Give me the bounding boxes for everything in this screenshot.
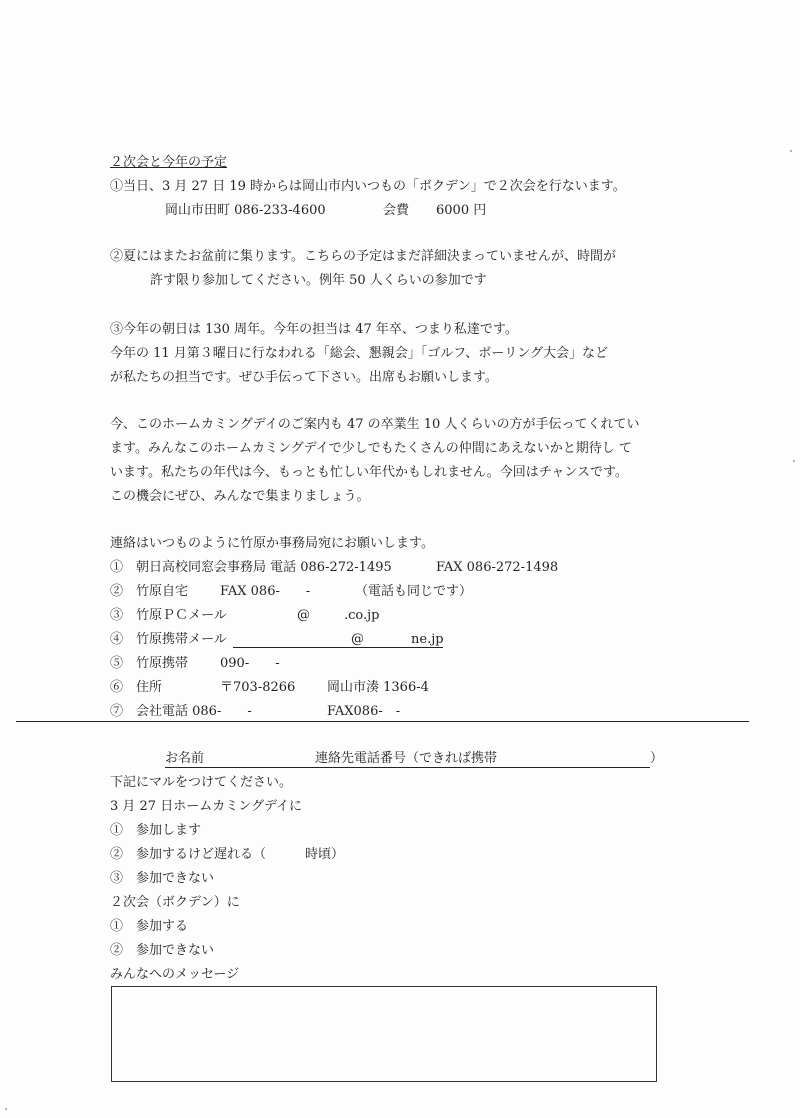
message-label: みんなへのメッセージ	[110, 967, 240, 982]
party-heading: ２次会（ボクデン）に	[110, 895, 240, 910]
scan-speck	[5, 1108, 7, 1110]
contact-mobile-mail-at: @	[351, 632, 364, 647]
contact-mobile-value: 090- -	[220, 656, 280, 671]
contact-intro: 連絡はいつものように竹原か事務局宛にお願いします。	[110, 536, 434, 551]
scan-speck	[790, 150, 792, 152]
paragraph-line: います。私たちの年代は今、もっとも忙しい年代かもしれません。今回はチャンスです。	[110, 465, 628, 480]
event-option-attend: ① 参加します	[110, 823, 202, 838]
phone-label: 連絡先電話番号（できれば携帯	[315, 751, 498, 766]
item1-address: 岡山市田町 086-233-4600	[165, 203, 326, 218]
contact-address-label: ⑥ 住所	[110, 680, 163, 695]
item3-line2: 今年の 11 月第３曜日に行なわれる「総会、懇親会」「ゴルフ、ボーリング大会」など	[110, 346, 609, 361]
item3-line3: が私たちの担当です。ぜひ手伝って下さい。出席もお願いします。	[110, 370, 498, 385]
paragraph-line: ます。みんなこのホームカミングデイで少しでもたくさんの仲間にあえないかと期待し て	[110, 441, 632, 456]
contact-mobile-mail-label: ④ 竹原携帯メール	[110, 632, 227, 647]
phone-close: ）	[650, 751, 664, 766]
party-option-absent: ② 参加できない	[110, 943, 215, 958]
event-option-late: ② 参加するけど遅れる（ 時頃）	[110, 847, 345, 862]
item2-line1: ②夏にはまたお盆前に集ります。こちらの予定はまだ詳細決まっていませんが、時間が	[110, 249, 616, 264]
contact-pc-mail-at: @	[297, 608, 310, 623]
contact-company-phone: ⑦ 会社電話 086- -	[110, 704, 252, 719]
contact-home-fax: FAX 086- -	[220, 584, 311, 599]
cut-line	[16, 721, 749, 722]
contact-mobile-label: ⑤ 竹原携帯	[110, 656, 189, 671]
paragraph-line: この機会にぜひ、みんなで集まりましょう。	[110, 489, 370, 504]
item2-line2: 許す限り参加してください。例年 50 人くらいの参加です	[150, 273, 487, 288]
name-label: お名前	[165, 751, 205, 766]
scan-speck	[793, 460, 795, 462]
message-box	[111, 986, 657, 1082]
contact-home-note: （電話も同じです）	[355, 584, 473, 599]
contact-company-fax: FAX086- -	[327, 704, 401, 719]
item1-line1: ①当日、3 月 27 日 19 時からは岡山市内いつもの「ボクデン」で２次会を行ないます。	[110, 179, 626, 194]
contact-mobile-mail-domain: ne.jp	[411, 632, 444, 647]
name-phone-underline	[165, 767, 650, 768]
contact-office-fax: FAX 086-272-1498	[436, 560, 559, 575]
contact-zip: 〒703-8266	[220, 680, 296, 695]
paragraph-line: 今、このホームカミングデイのご案内も 47 の卒業生 10 人くらいの方が手伝ってくれてい	[110, 417, 640, 432]
contact-address: 岡山市湊 1366-4	[327, 680, 429, 695]
contact-pc-mail-label: ③ 竹原ＰＣメール	[110, 608, 227, 623]
contact-home-label: ② 竹原自宅	[110, 584, 189, 599]
event-option-absent: ③ 参加できない	[110, 871, 215, 886]
item1-fee-value: 6000 円	[436, 203, 487, 218]
mark-instruction: 下記にマルをつけてください。	[110, 775, 293, 790]
section-heading: ２次会と今年の予定	[110, 155, 228, 170]
party-option-attend: ① 参加する	[110, 919, 189, 934]
item1-fee-label: 会費	[383, 203, 410, 218]
event-heading: 3 月 27 日ホームカミングデイに	[110, 799, 303, 814]
contact-pc-mail-domain: .co.jp	[344, 608, 380, 623]
contact-office: ① 朝日高校同窓会事務局 電話 086-272-1495	[110, 560, 392, 575]
item3-line1: ③今年の朝日は 130 周年。今年の担当は 47 年卒、つまり私達です。	[110, 322, 518, 337]
